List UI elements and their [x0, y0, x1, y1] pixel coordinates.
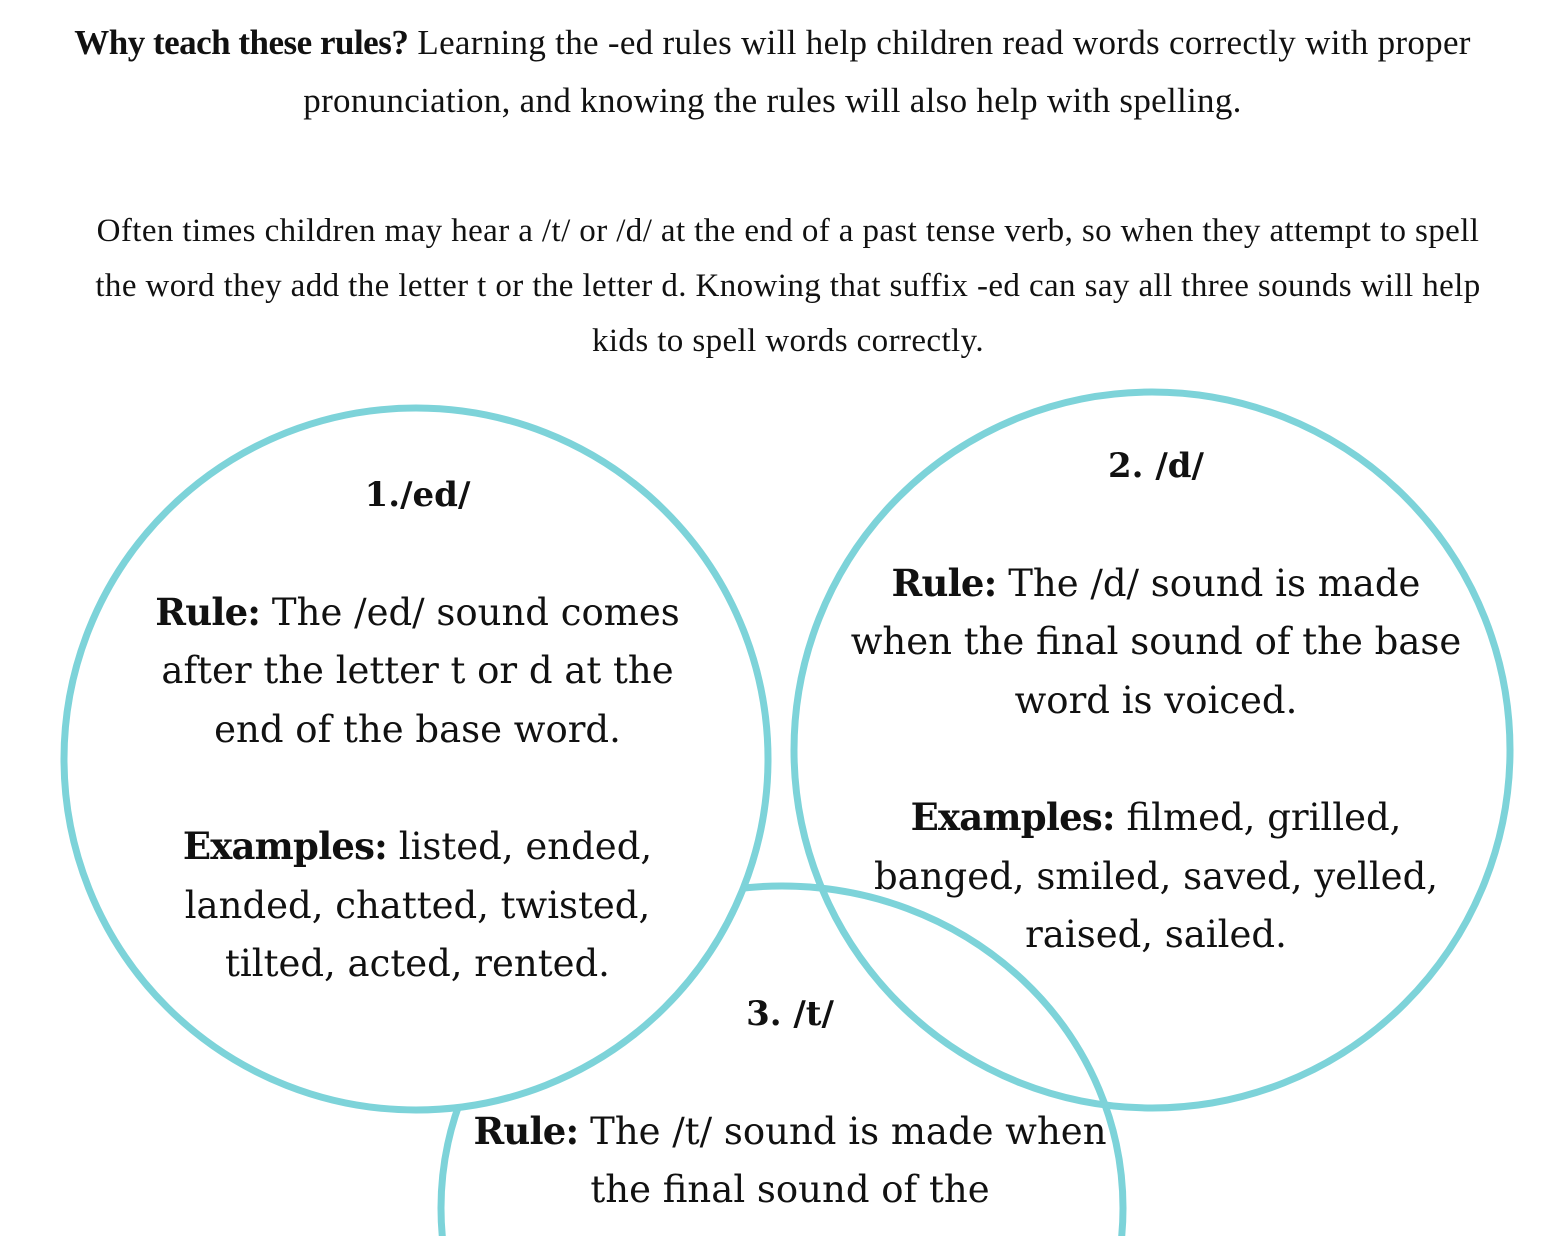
circle-ed-rule-label: Rule: [155, 589, 261, 634]
intro-body: Learning the -ed rules will help children read words correctly with proper pronunciation, and knowing the rules will also help with spelling. [303, 23, 1471, 120]
circle-d-heading: 2. /d/ [1108, 446, 1204, 486]
circle-ed-rule-text: The /ed/ sound comes after the letter t or d at the end of the base word. [161, 590, 680, 751]
circle-d-content [845, 437, 1467, 965]
circle-ed-examples-label: Examples: [182, 824, 387, 868]
circle-ed-heading: 1./ed/ [364, 475, 471, 515]
circle-d-examples-label: Examples: [910, 795, 1115, 839]
circle-t-rule-label: Rule: [473, 1108, 579, 1153]
intro-lead: Why teach these rules? [74, 23, 409, 62]
circle-d-rule-label: Rule: [891, 560, 997, 605]
circle-t-content [470, 985, 1110, 1220]
circle-ed-examples-text: listed, ended, landed, chatted, twisted, tilted, acted, rented. [184, 825, 653, 985]
circle-d-rule-text: The /d/ sound is made when the final sound of the base word is voiced. [850, 561, 1462, 722]
circle-t-rule-text: The /t/ sound is made when the final sound of the [578, 1109, 1107, 1211]
circle-ed-content [130, 466, 705, 994]
circle-d-examples-text: filmed, grilled, banged, smiled, saved, yelled, raised, sailed. [873, 796, 1439, 956]
circle-t-heading: 3. /t/ [746, 994, 834, 1034]
explanation-paragraph: Often times children may hear a /t/ or /d/ at the end of a past tense verb, so when they attempt to spell the word they add the letter t or the letter d. Knowing that suffix -ed can say all three sounds will help kids to spell words correctly. [95, 213, 1481, 359]
